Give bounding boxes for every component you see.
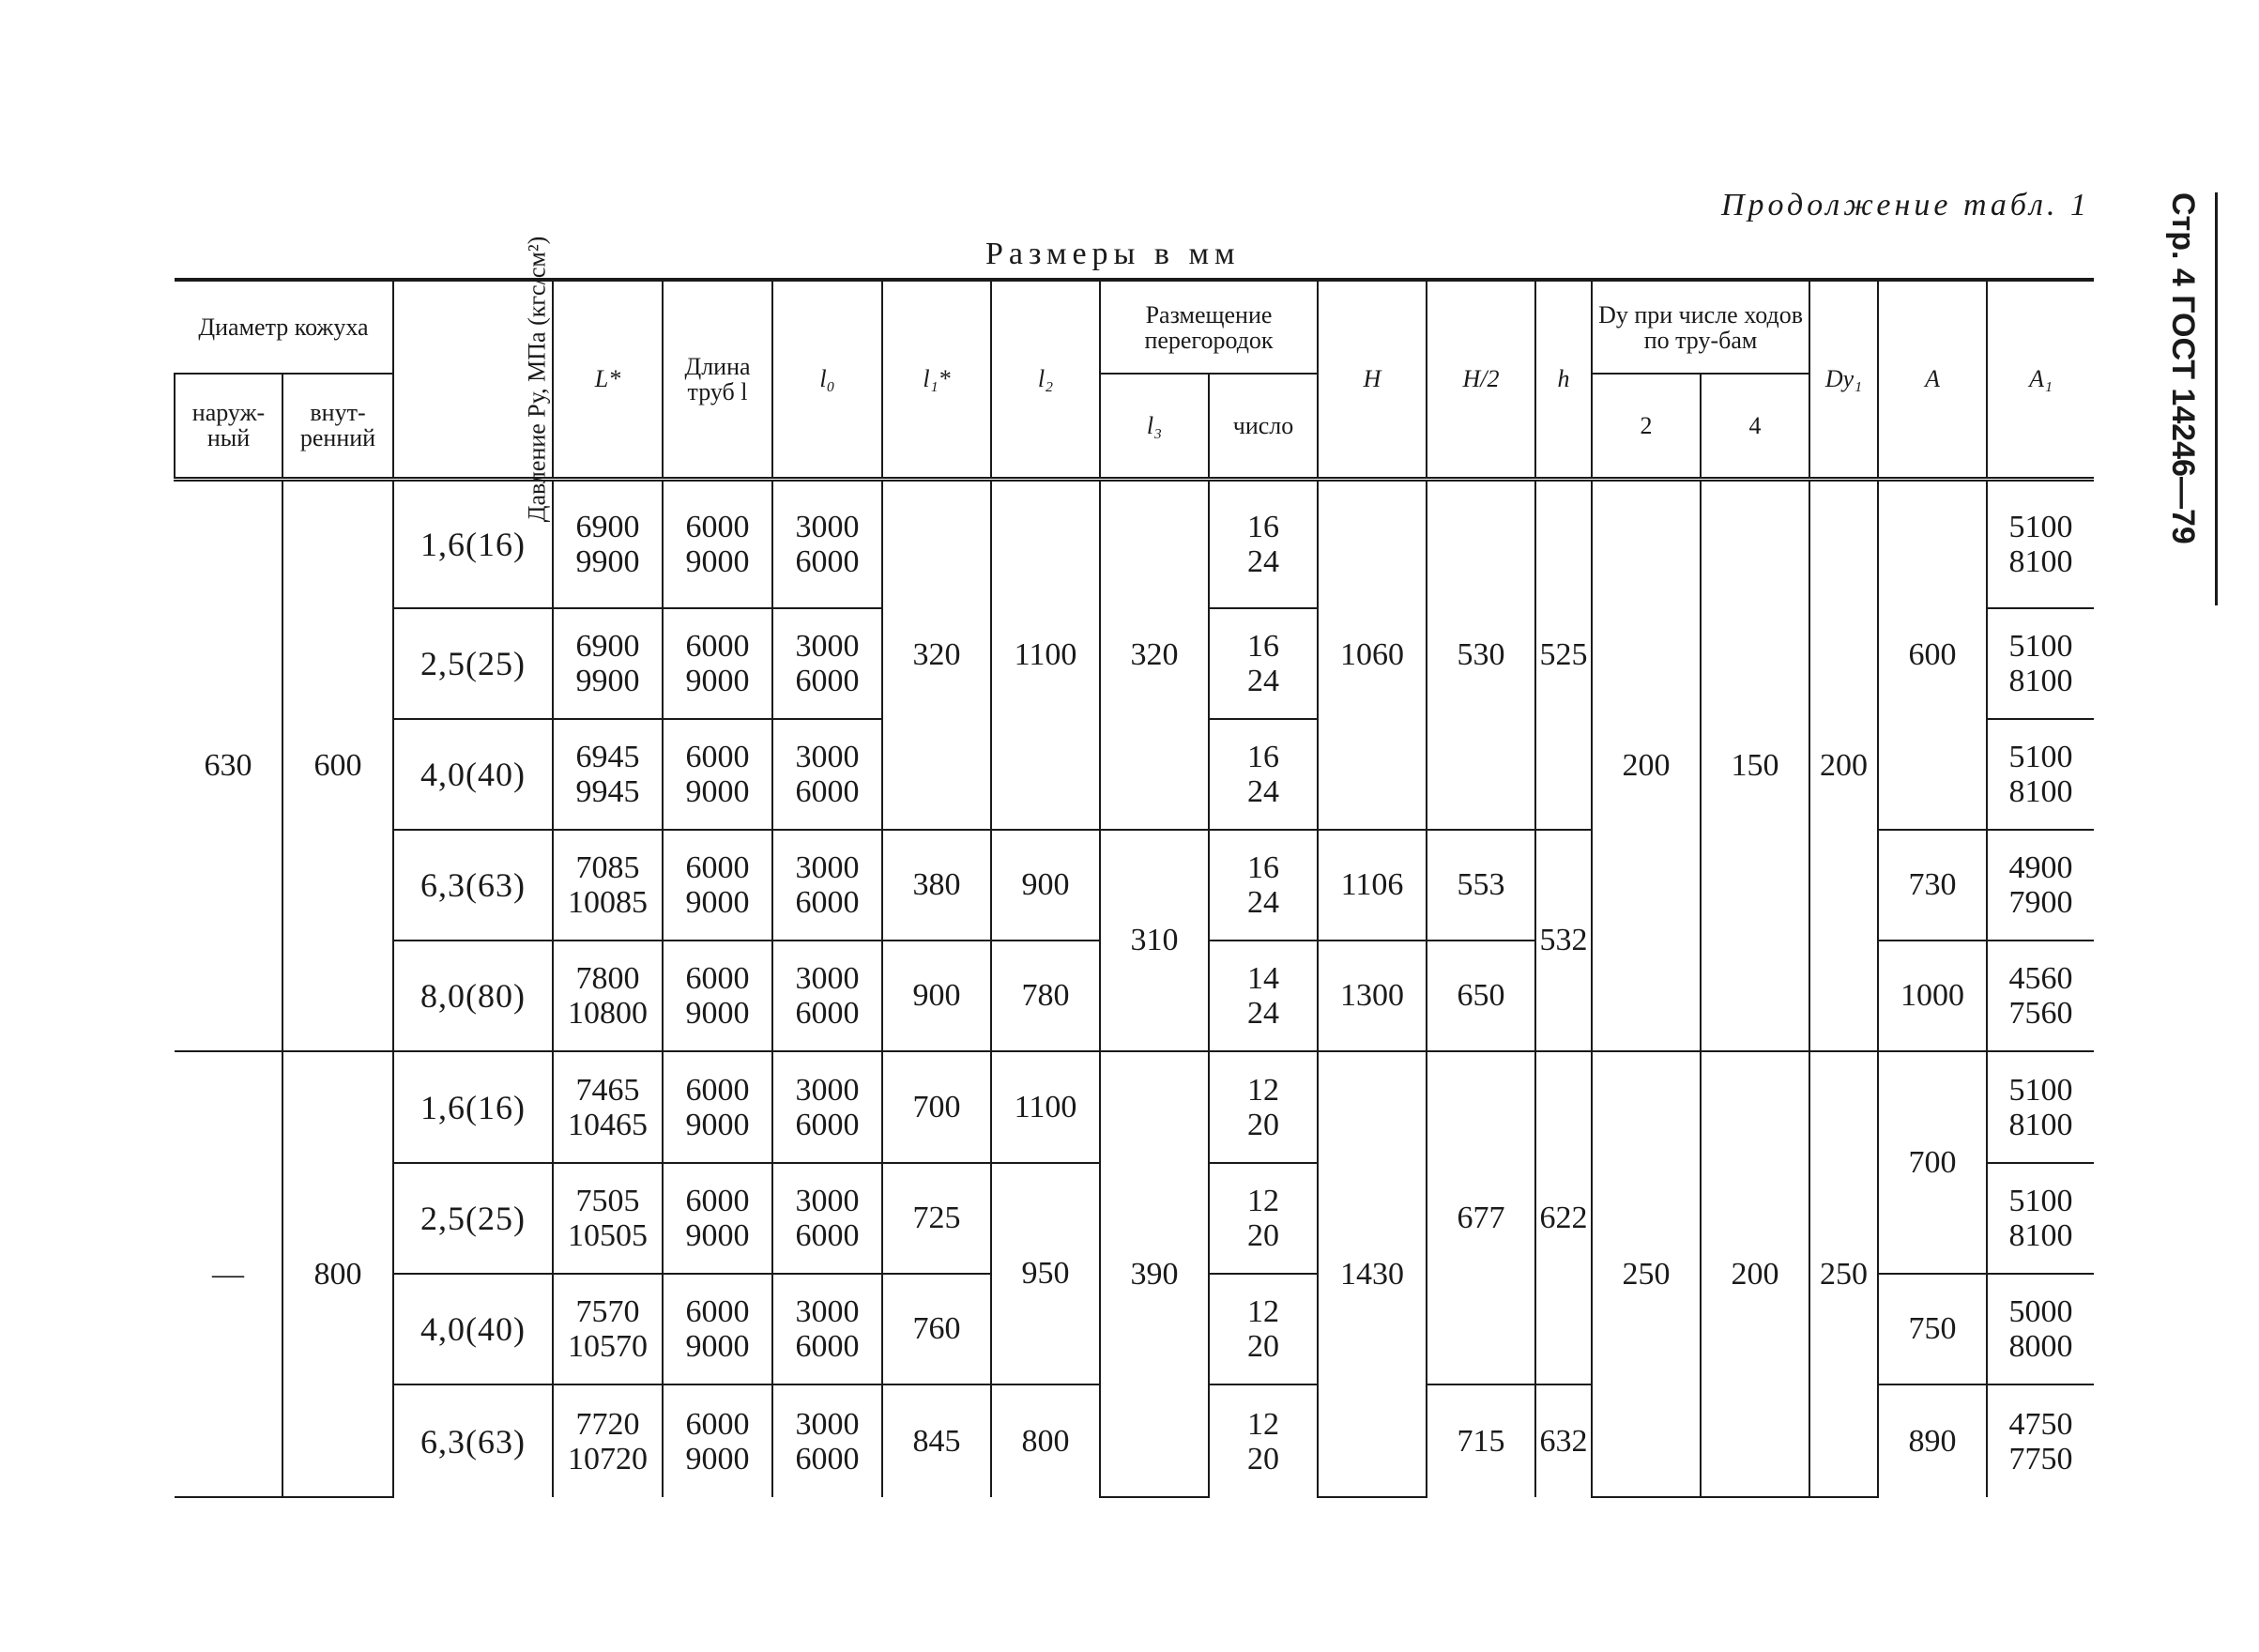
cell-L: [553, 479, 663, 608]
header-A: A: [1878, 280, 1987, 479]
cell-tube-length: [663, 608, 772, 719]
cell-value-line: 12: [1247, 1184, 1279, 1218]
page-side-tab: [2145, 192, 2218, 605]
cell-l0: [772, 941, 882, 1051]
cell-A: 700: [1878, 1051, 1987, 1274]
cell-value-line: 3000: [795, 1294, 860, 1329]
header-pass-2: 2: [1592, 374, 1701, 479]
cell-value-line: 6000: [795, 543, 860, 579]
cell-count: [1209, 830, 1318, 941]
cell-inner-600: 600: [282, 479, 393, 1051]
cell-pressure: 4,0(40): [393, 1274, 553, 1384]
header-H: H: [1318, 280, 1427, 479]
header-inner: внут-ренний: [282, 374, 393, 479]
table-row: [175, 1051, 2094, 1163]
cell-count: [1209, 1051, 1318, 1163]
cell-tube-length: [663, 1051, 772, 1163]
cell-l1: 725: [882, 1163, 991, 1274]
cell-tube-length: [663, 479, 772, 608]
cell-pressure: 2,5(25): [393, 608, 553, 719]
cell-value-line: 20: [1247, 1441, 1279, 1476]
cell-count: [1209, 1274, 1318, 1384]
cell-value-line: 4750: [2008, 1406, 2073, 1442]
cell-H2: 677: [1427, 1051, 1535, 1384]
cell-count: [1209, 1163, 1318, 1274]
cell-value-line: 20: [1247, 1107, 1279, 1142]
header-l2: l₂: [991, 280, 1100, 479]
cell-value-line: 8100: [2008, 543, 2073, 579]
cell-l0: [772, 830, 882, 941]
cell-value-line: 10720: [568, 1441, 648, 1476]
cell-L: [553, 608, 663, 719]
cell-value-line: 5100: [2008, 1184, 2073, 1218]
cell-A1: [1987, 479, 2094, 608]
header-L: L*: [553, 280, 663, 479]
cell-A1: [1987, 1274, 2094, 1384]
cell-value-line: 7505: [575, 1184, 640, 1218]
cell-value-line: 10465: [568, 1107, 648, 1142]
cell-L: [553, 830, 663, 941]
cell-value-line: 3000: [795, 740, 860, 774]
cell-l1: 700: [882, 1051, 991, 1163]
cell-value-line: 3000: [795, 961, 860, 996]
header-baffles: Размещение перегородок: [1100, 280, 1318, 374]
cell-value-line: 6000: [795, 1218, 860, 1253]
cell-value-line: 9000: [685, 1329, 750, 1364]
cell-value-line: 6000: [795, 774, 860, 809]
cell-l1: 320: [882, 479, 991, 830]
cell-value-line: 10085: [568, 885, 648, 920]
cell-l1: 760: [882, 1274, 991, 1384]
cell-value-line: 8100: [2008, 1218, 2073, 1253]
cell-value-line: 12: [1247, 1294, 1279, 1329]
page-standard-number: Стр. 4 ГОСТ 14246—79: [2165, 192, 2201, 544]
cell-H: 1430: [1318, 1051, 1427, 1497]
cell-count: [1209, 608, 1318, 719]
cell-count: [1209, 479, 1318, 608]
cell-H2: 715: [1427, 1384, 1535, 1497]
cell-value-line: 6000: [685, 1294, 750, 1329]
cell-A1: [1987, 1051, 2094, 1163]
cell-value-line: 6000: [795, 885, 860, 920]
cell-value-line: 10505: [568, 1218, 648, 1253]
cell-value-line: 16: [1247, 850, 1279, 885]
cell-value-line: 16: [1247, 509, 1279, 544]
header-h: h: [1535, 280, 1592, 479]
cell-pressure: 1,6(16): [393, 479, 553, 608]
cell-value-line: 6000: [685, 509, 750, 544]
cell-value-line: 6900: [575, 629, 640, 664]
cell-value-line: 3000: [795, 509, 860, 544]
cell-value-line: 7465: [575, 1072, 640, 1108]
cell-pressure: 4,0(40): [393, 719, 553, 830]
cell-value-line: 4900: [2008, 850, 2073, 885]
cell-A1: [1987, 941, 2094, 1051]
cell-value-line: 7570: [575, 1294, 640, 1329]
cell-value-line: 12: [1247, 1072, 1279, 1108]
cell-value-line: 10570: [568, 1329, 648, 1364]
cell-l0: [772, 1051, 882, 1163]
cell-value-line: 9000: [685, 1107, 750, 1142]
cell-value-line: 6000: [685, 1184, 750, 1218]
cell-h: 532: [1535, 830, 1592, 1051]
cell-l2: 1100: [991, 479, 1100, 830]
cell-value-line: 14: [1247, 961, 1279, 996]
cell-tube-length: [663, 1274, 772, 1384]
cell-l1: 900: [882, 941, 991, 1051]
cell-dy1: 250: [1809, 1051, 1878, 1497]
cell-A1: [1987, 1384, 2094, 1497]
cell-L: [553, 1163, 663, 1274]
cell-value-line: 3000: [795, 1184, 860, 1218]
cell-dy-4: 150: [1701, 479, 1809, 1051]
header-dy1: Dу₁: [1809, 280, 1878, 479]
cell-value-line: 6000: [685, 961, 750, 996]
cell-dy-2: 250: [1592, 1051, 1701, 1497]
cell-outer-630: 630: [175, 479, 282, 1051]
cell-pressure: 6,3(63): [393, 1384, 553, 1497]
cell-l2: 1100: [991, 1051, 1100, 1163]
cell-value-line: 9900: [575, 543, 640, 579]
cell-value-line: 7800: [575, 961, 640, 996]
cell-l2: 900: [991, 830, 1100, 941]
cell-value-line: 7750: [2008, 1441, 2073, 1476]
table-row: [175, 479, 2094, 608]
cell-value-line: 24: [1247, 664, 1279, 698]
cell-l3: 320: [1100, 479, 1209, 830]
cell-A: 600: [1878, 479, 1987, 830]
cell-value-line: 5100: [2008, 1072, 2073, 1108]
cell-L: [553, 1384, 663, 1497]
cell-l0: [772, 1274, 882, 1384]
cell-l1: 380: [882, 830, 991, 941]
cell-value-line: 9945: [575, 774, 640, 809]
cell-value-line: 6945: [575, 740, 640, 774]
header-l0: l₀: [772, 280, 882, 479]
cell-value-line: 9000: [685, 774, 750, 809]
cell-value-line: 16: [1247, 629, 1279, 664]
cell-count: [1209, 719, 1318, 830]
cell-tube-length: [663, 719, 772, 830]
cell-dy-2: 200: [1592, 479, 1701, 1051]
cell-tube-length: [663, 941, 772, 1051]
cell-value-line: 3000: [795, 629, 860, 664]
cell-l3: 310: [1100, 830, 1209, 1051]
cell-outer-dash: —: [175, 1051, 282, 1497]
cell-A1: [1987, 830, 2094, 941]
cell-A: 890: [1878, 1384, 1987, 1497]
cell-value-line: 9000: [685, 1441, 750, 1476]
cell-l0: [772, 479, 882, 608]
header-H2: H/2: [1427, 280, 1535, 479]
cell-value-line: 12: [1247, 1406, 1279, 1442]
cell-value-line: 9000: [685, 664, 750, 698]
cell-pressure: 1,6(16): [393, 1051, 553, 1163]
cell-value-line: 24: [1247, 885, 1279, 920]
header-pass-4: 4: [1701, 374, 1809, 479]
cell-A: 750: [1878, 1274, 1987, 1384]
cell-dy1: 200: [1809, 479, 1878, 1051]
cell-value-line: 6000: [795, 1329, 860, 1364]
cell-value-line: 5100: [2008, 509, 2073, 544]
header-outer: наруж-ный: [175, 374, 282, 479]
cell-L: [553, 1274, 663, 1384]
cell-count: [1209, 1384, 1318, 1497]
header-count: число: [1209, 374, 1318, 479]
cell-l0: [772, 1163, 882, 1274]
cell-value-line: 6000: [795, 664, 860, 698]
cell-A1: [1987, 719, 2094, 830]
header-pressure-text: Давление Pу, МПа (кгс/см²): [523, 236, 551, 523]
cell-value-line: 8100: [2008, 664, 2073, 698]
table-continuation-label: Продолжение табл. 1: [1720, 188, 2090, 222]
cell-value-line: 20: [1247, 1329, 1279, 1364]
header-A1: A₁: [1987, 280, 2094, 479]
cell-value-line: 7900: [2008, 885, 2073, 920]
cell-value-line: 5000: [2008, 1294, 2073, 1329]
cell-A: 730: [1878, 830, 1987, 941]
cell-H: 1106: [1318, 830, 1427, 941]
cell-H2: 553: [1427, 830, 1535, 941]
cell-value-line: 3000: [795, 850, 860, 885]
header-l1: l₁*: [882, 280, 991, 479]
cell-tube-length: [663, 1384, 772, 1497]
cell-value-line: 16: [1247, 740, 1279, 774]
cell-l2: 950: [991, 1163, 1100, 1384]
cell-value-line: 8100: [2008, 774, 2073, 809]
cell-L: [553, 719, 663, 830]
cell-value-line: 9000: [685, 996, 750, 1031]
cell-dy-4: 200: [1701, 1051, 1809, 1497]
cell-A: 1000: [1878, 941, 1987, 1051]
cell-l0: [772, 719, 882, 830]
cell-value-line: 24: [1247, 543, 1279, 579]
cell-l0: [772, 608, 882, 719]
cell-value-line: 10800: [568, 996, 648, 1031]
header-pressure: [393, 236, 553, 523]
cell-value-line: 6000: [685, 850, 750, 885]
cell-H2: 530: [1427, 479, 1535, 830]
cell-value-line: 20: [1247, 1218, 1279, 1253]
cell-H: 1060: [1318, 479, 1427, 830]
cell-value-line: 6000: [685, 740, 750, 774]
cell-l0: [772, 1384, 882, 1497]
cell-value-line: 24: [1247, 774, 1279, 809]
cell-pressure: 6,3(63): [393, 830, 553, 941]
cell-value-line: 4560: [2008, 961, 2073, 996]
cell-value-line: 24: [1247, 996, 1279, 1031]
header-l3: l₃: [1100, 374, 1209, 479]
header-dy-passes: Dу при числе ходов по тру-бам: [1592, 280, 1809, 374]
cell-value-line: 6000: [795, 1441, 860, 1476]
cell-L: [553, 1051, 663, 1163]
cell-h: 632: [1535, 1384, 1592, 1497]
cell-value-line: 8100: [2008, 1107, 2073, 1142]
cell-value-line: 9000: [685, 1218, 750, 1253]
cell-value-line: 6000: [685, 1072, 750, 1108]
cell-value-line: 9000: [685, 543, 750, 579]
cell-value-line: 6000: [685, 629, 750, 664]
cell-pressure: 2,5(25): [393, 1163, 553, 1274]
cell-l1: 845: [882, 1384, 991, 1497]
cell-value-line: 7560: [2008, 996, 2073, 1031]
cell-value-line: 3000: [795, 1406, 860, 1442]
cell-H2: 650: [1427, 941, 1535, 1051]
cell-L: [553, 941, 663, 1051]
cell-l2: 780: [991, 941, 1100, 1051]
cell-count: [1209, 941, 1318, 1051]
cell-value-line: 3000: [795, 1072, 860, 1108]
cell-h: 525: [1535, 479, 1592, 830]
cell-value-line: 6000: [685, 1406, 750, 1442]
header-shell-diameter: Диаметр кожуха: [175, 280, 393, 374]
cell-A1: [1987, 608, 2094, 719]
cell-value-line: 6900: [575, 509, 640, 544]
cell-value-line: 5100: [2008, 629, 2073, 664]
cell-l2: 800: [991, 1384, 1100, 1497]
cell-value-line: 6000: [795, 996, 860, 1031]
units-caption: Размеры в мм: [985, 237, 1241, 271]
cell-H: 1300: [1318, 941, 1427, 1051]
cell-l3: 390: [1100, 1051, 1209, 1497]
cell-pressure: 8,0(80): [393, 941, 553, 1051]
cell-A1: [1987, 1163, 2094, 1274]
cell-value-line: 7720: [575, 1406, 640, 1442]
cell-value-line: 7085: [575, 850, 640, 885]
cell-tube-length: [663, 1163, 772, 1274]
header-tube-length: Длина труб l: [663, 280, 772, 479]
cell-inner-800: 800: [282, 1051, 393, 1497]
cell-value-line: 8000: [2008, 1329, 2073, 1364]
cell-tube-length: [663, 830, 772, 941]
cell-value-line: 5100: [2008, 740, 2073, 774]
cell-h: 622: [1535, 1051, 1592, 1384]
cell-value-line: 9900: [575, 664, 640, 698]
cell-value-line: 9000: [685, 885, 750, 920]
cell-value-line: 6000: [795, 1107, 860, 1142]
